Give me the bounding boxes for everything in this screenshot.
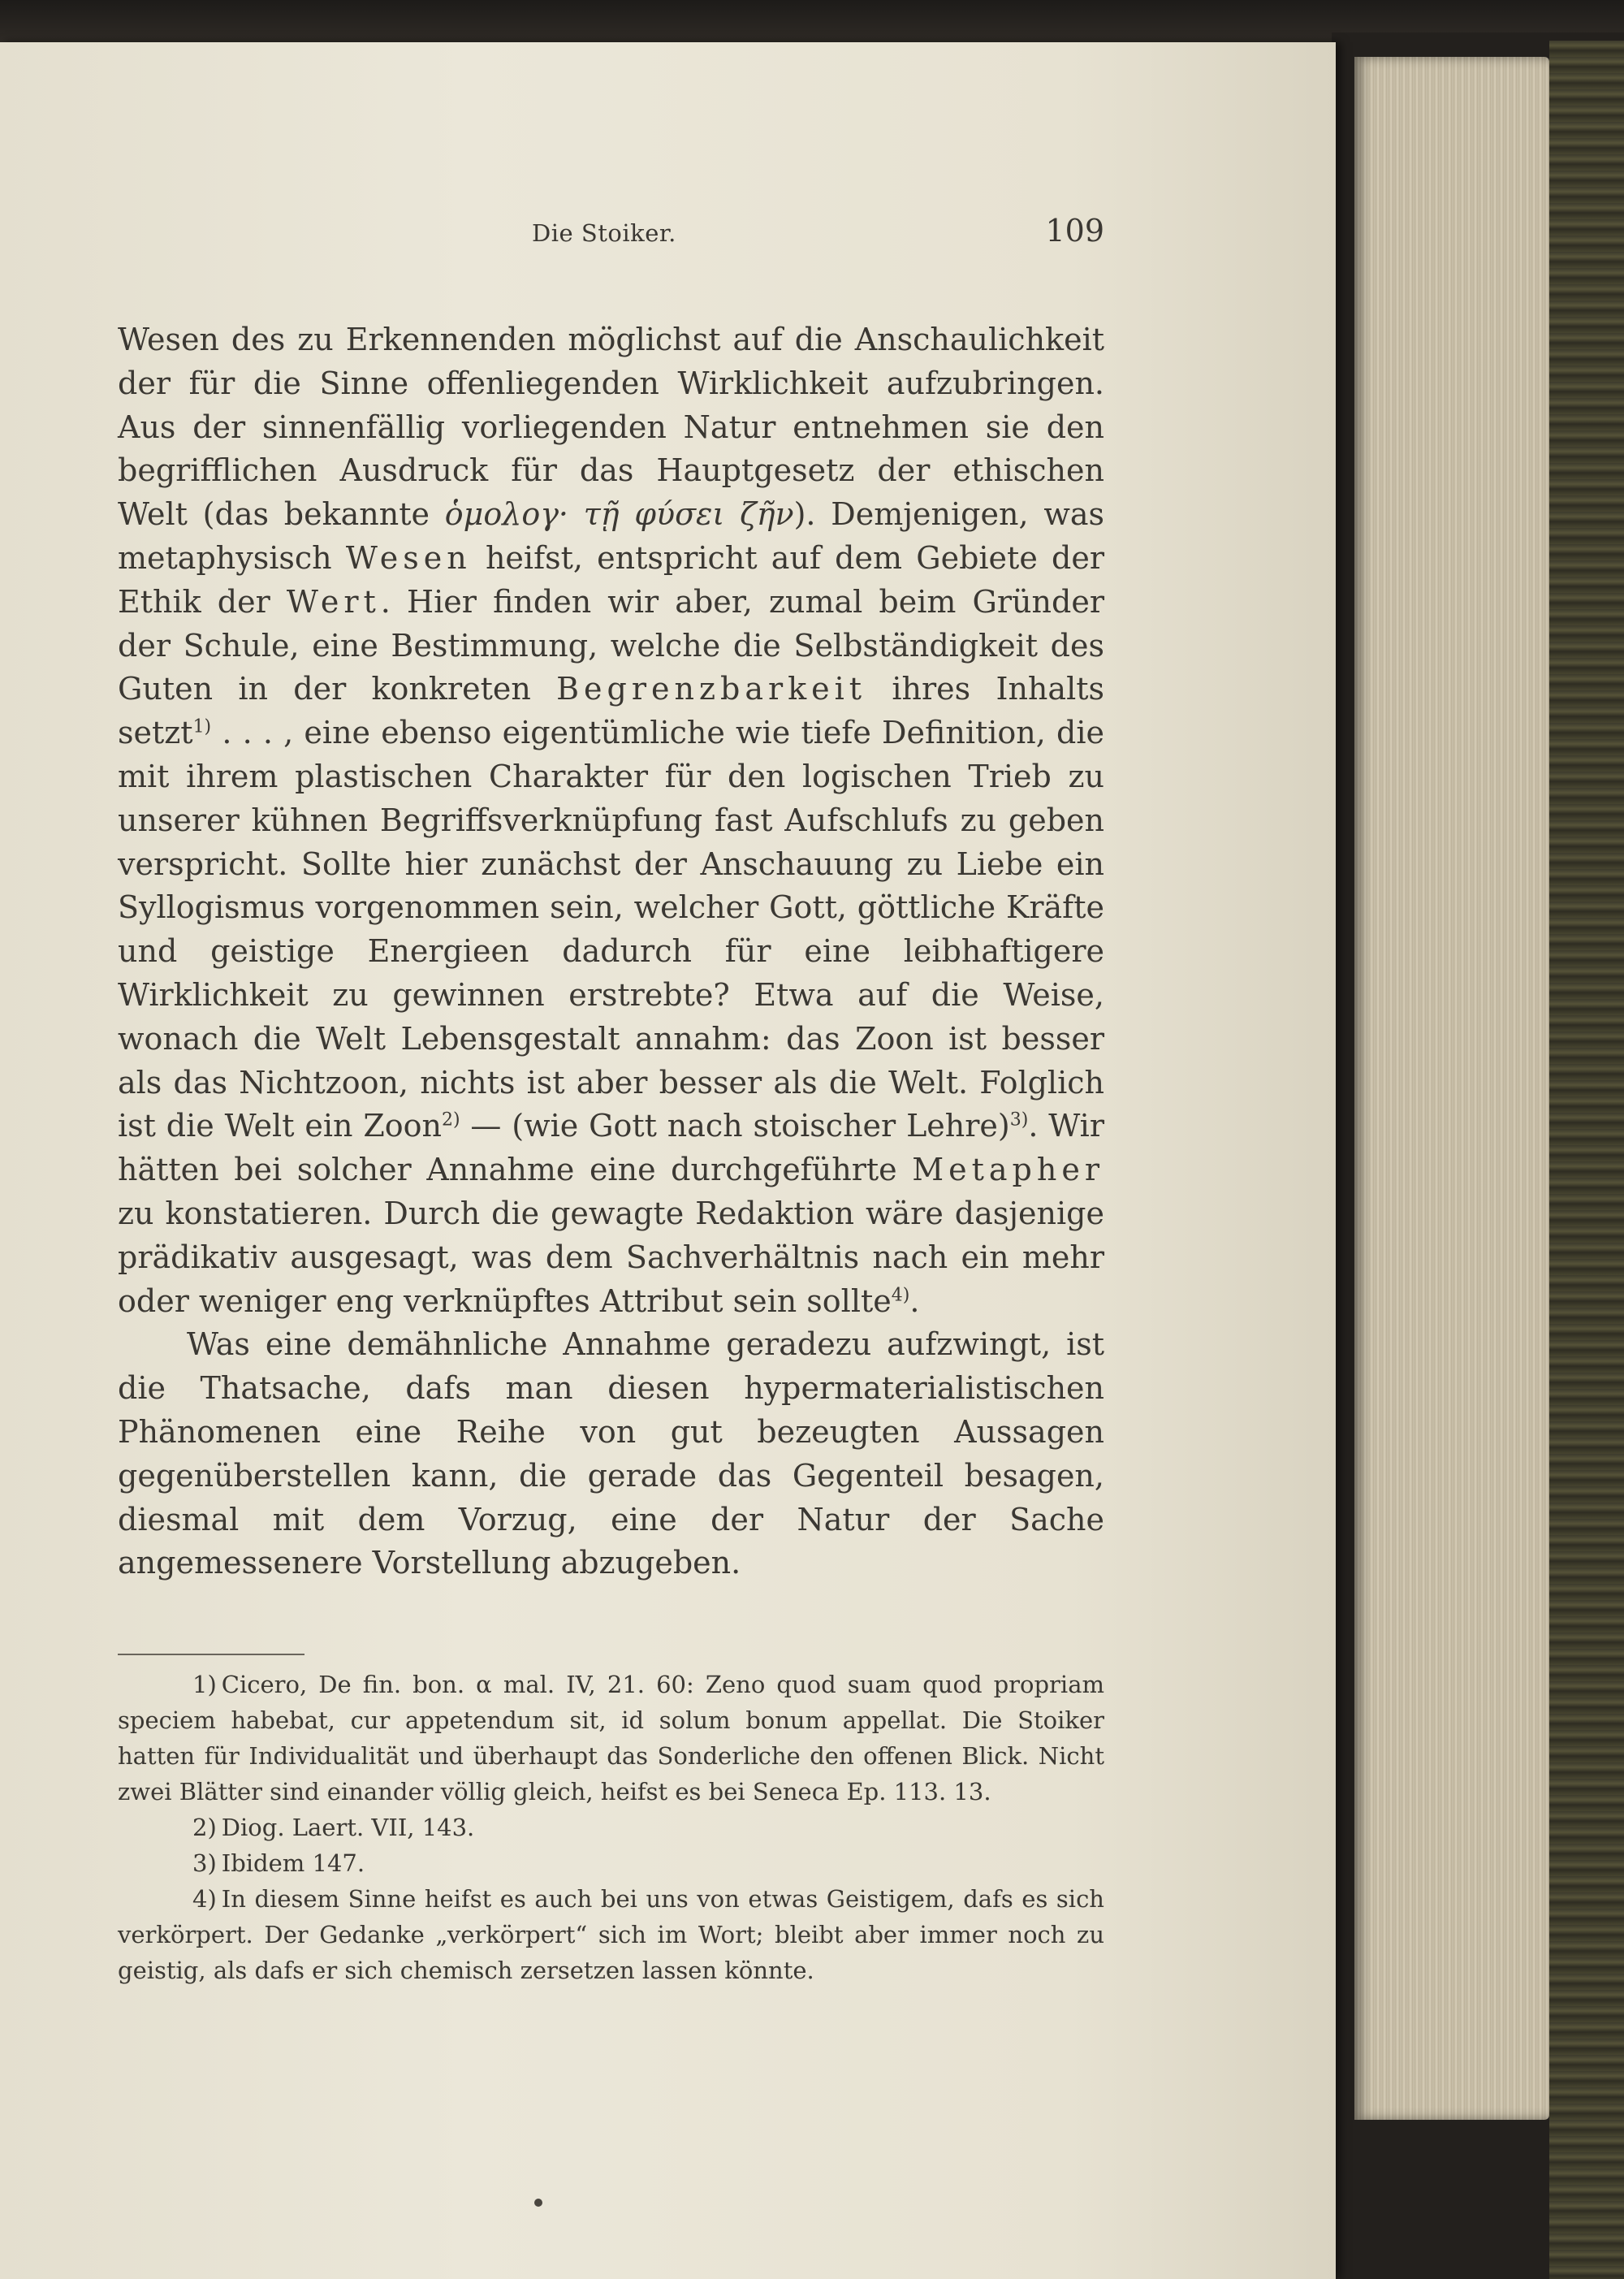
footnote-marker: 1) [192, 716, 212, 737]
footnote-text: Cicero, De fin. bon. α mal. IV, 21. 60: Zeno quod suam quod propriam speciem habebat, cur appetendum sit, id solum bonum appellat. Die Stoiker hatten für Individualität und überhaupt das Sonderliche den offenen Blick. Nicht zwei Blätter sind einander völlig gleich, heifst es bei Seneca Ep. 113. 13. [118, 1671, 1104, 1805]
text-segment: — (wie Gott nach stoischer Lehre) [460, 1108, 1010, 1144]
footnote-number: 3) [192, 1849, 217, 1877]
text-segment: ihres Inhalts setzt [118, 671, 1104, 751]
footnote-marker: 2) [441, 1109, 460, 1131]
text-segment: . [909, 1282, 920, 1319]
text-segment: Wesen des zu Erkennenden möglichst auf die Anschaulichkeit der für die Sinne offenliegenden Wirklichkeit aufzubringen. Aus der sinnenfällig vorliegenden Natur entnehmen sie den begrifflichen Ausdruck für das Hauptgesetz der ethischen Welt (das bekannte [118, 322, 1104, 533]
spaced-emphasis: Wert [286, 583, 381, 620]
footnotes [118, 1667, 1104, 1988]
footnote-text: Ibidem 147. [221, 1849, 365, 1877]
body-text [118, 318, 1104, 1585]
running-head-title: Die Stoiker. [532, 219, 676, 247]
footnote-number: 1) [192, 1671, 217, 1698]
footnote [118, 1845, 1104, 1881]
body-paragraph [118, 318, 1104, 1323]
text-segment: . . . , eine ebenso eigentümliche wie tiefe Definition, die mit ihrem plastischen Charakter für den logischen Trieb zu unserer kühnen Begriffsverknüpfung fast Aufschlufs zu geben verspricht. Sollte hier zunächst der Anschauung zu Liebe ein Syllogismus vorgenommen sein, welcher Gott, göttliche Kräfte und geistige Energieen dadurch für eine leibhaftigere Wirklichkeit zu gewinnen erstrebte? Etwa auf die Weise, wonach die Welt Lebensgestalt annahm: das Zoon ist besser als das Nichtzoon, nichts ist aber besser als die Welt. Folglich ist die Welt ein Zoon [118, 715, 1104, 1144]
greek-text: ὁμολογ· τῇ φύσει ζῆν [444, 496, 794, 533]
footnote-number: 4) [192, 1885, 217, 1913]
footnote-text: Diog. Laert. VII, 143. [221, 1814, 475, 1841]
footnote-number: 2) [192, 1814, 217, 1841]
footnote-rule [118, 1654, 304, 1655]
spaced-emphasis: Wesen [345, 539, 472, 576]
book-page [0, 42, 1336, 2279]
ink-dot [534, 2199, 542, 2207]
text-segment: . Hier finden wir aber, zumal beim Gründer der Schule, eine Bestimmung, welche die Selbständigkeit des Guten in der konkreten [118, 583, 1104, 707]
running-head [118, 213, 1104, 262]
text-segment: Was eine demähnliche Annahme geradezu aufzwingt, ist die Thatsache, dafs man diesen hypermaterialistischen Phänomenen eine Reihe von gut bezeugten Aussagen gegenüberstellen kann, die gerade das Gegenteil besagen, diesmal mit dem Vorzug, eine der Natur der Sache angemessenere Vorstellung abzugeben. [118, 1326, 1104, 1581]
footnote [118, 1667, 1104, 1810]
page-number: 109 [1045, 213, 1104, 249]
text-segment: heifst, entspricht auf dem Gebiete der Ethik der [118, 539, 1104, 620]
text-segment: ). Demjenigen, was metaphysisch [118, 496, 1105, 576]
book-cover-right [1549, 41, 1624, 2279]
spaced-emphasis: Begrenzbarkeit [556, 671, 867, 707]
footnote [118, 1881, 1104, 1988]
footnote-text: In diesem Sinne heifst es auch bei uns von etwas Geistigem, dafs es sich verkörpert. Der Gedanke „verkörpert“ sich im Wort; bleibt aber immer noch zu geistig, als dafs er sich chemisch zersetzen lassen könnte. [118, 1885, 1104, 1984]
footnote [118, 1810, 1104, 1845]
footnote-marker: 4) [891, 1284, 910, 1305]
text-segment: zu konstatieren. Durch die gewagte Redaktion wäre dasjenige prädikativ ausgesagt, was dem Sachverhältnis nach ein mehr oder weniger eng verknüpftes Attribut sein sollte [118, 1195, 1104, 1319]
spaced-emphasis: Metapher [912, 1152, 1104, 1188]
footnote-marker: 3) [1009, 1109, 1029, 1131]
body-paragraph [118, 1323, 1104, 1585]
page-block-edge [1354, 57, 1549, 2120]
text-segment: . Wir hätten bei solcher Annahme eine durchgeführte [118, 1108, 1104, 1188]
